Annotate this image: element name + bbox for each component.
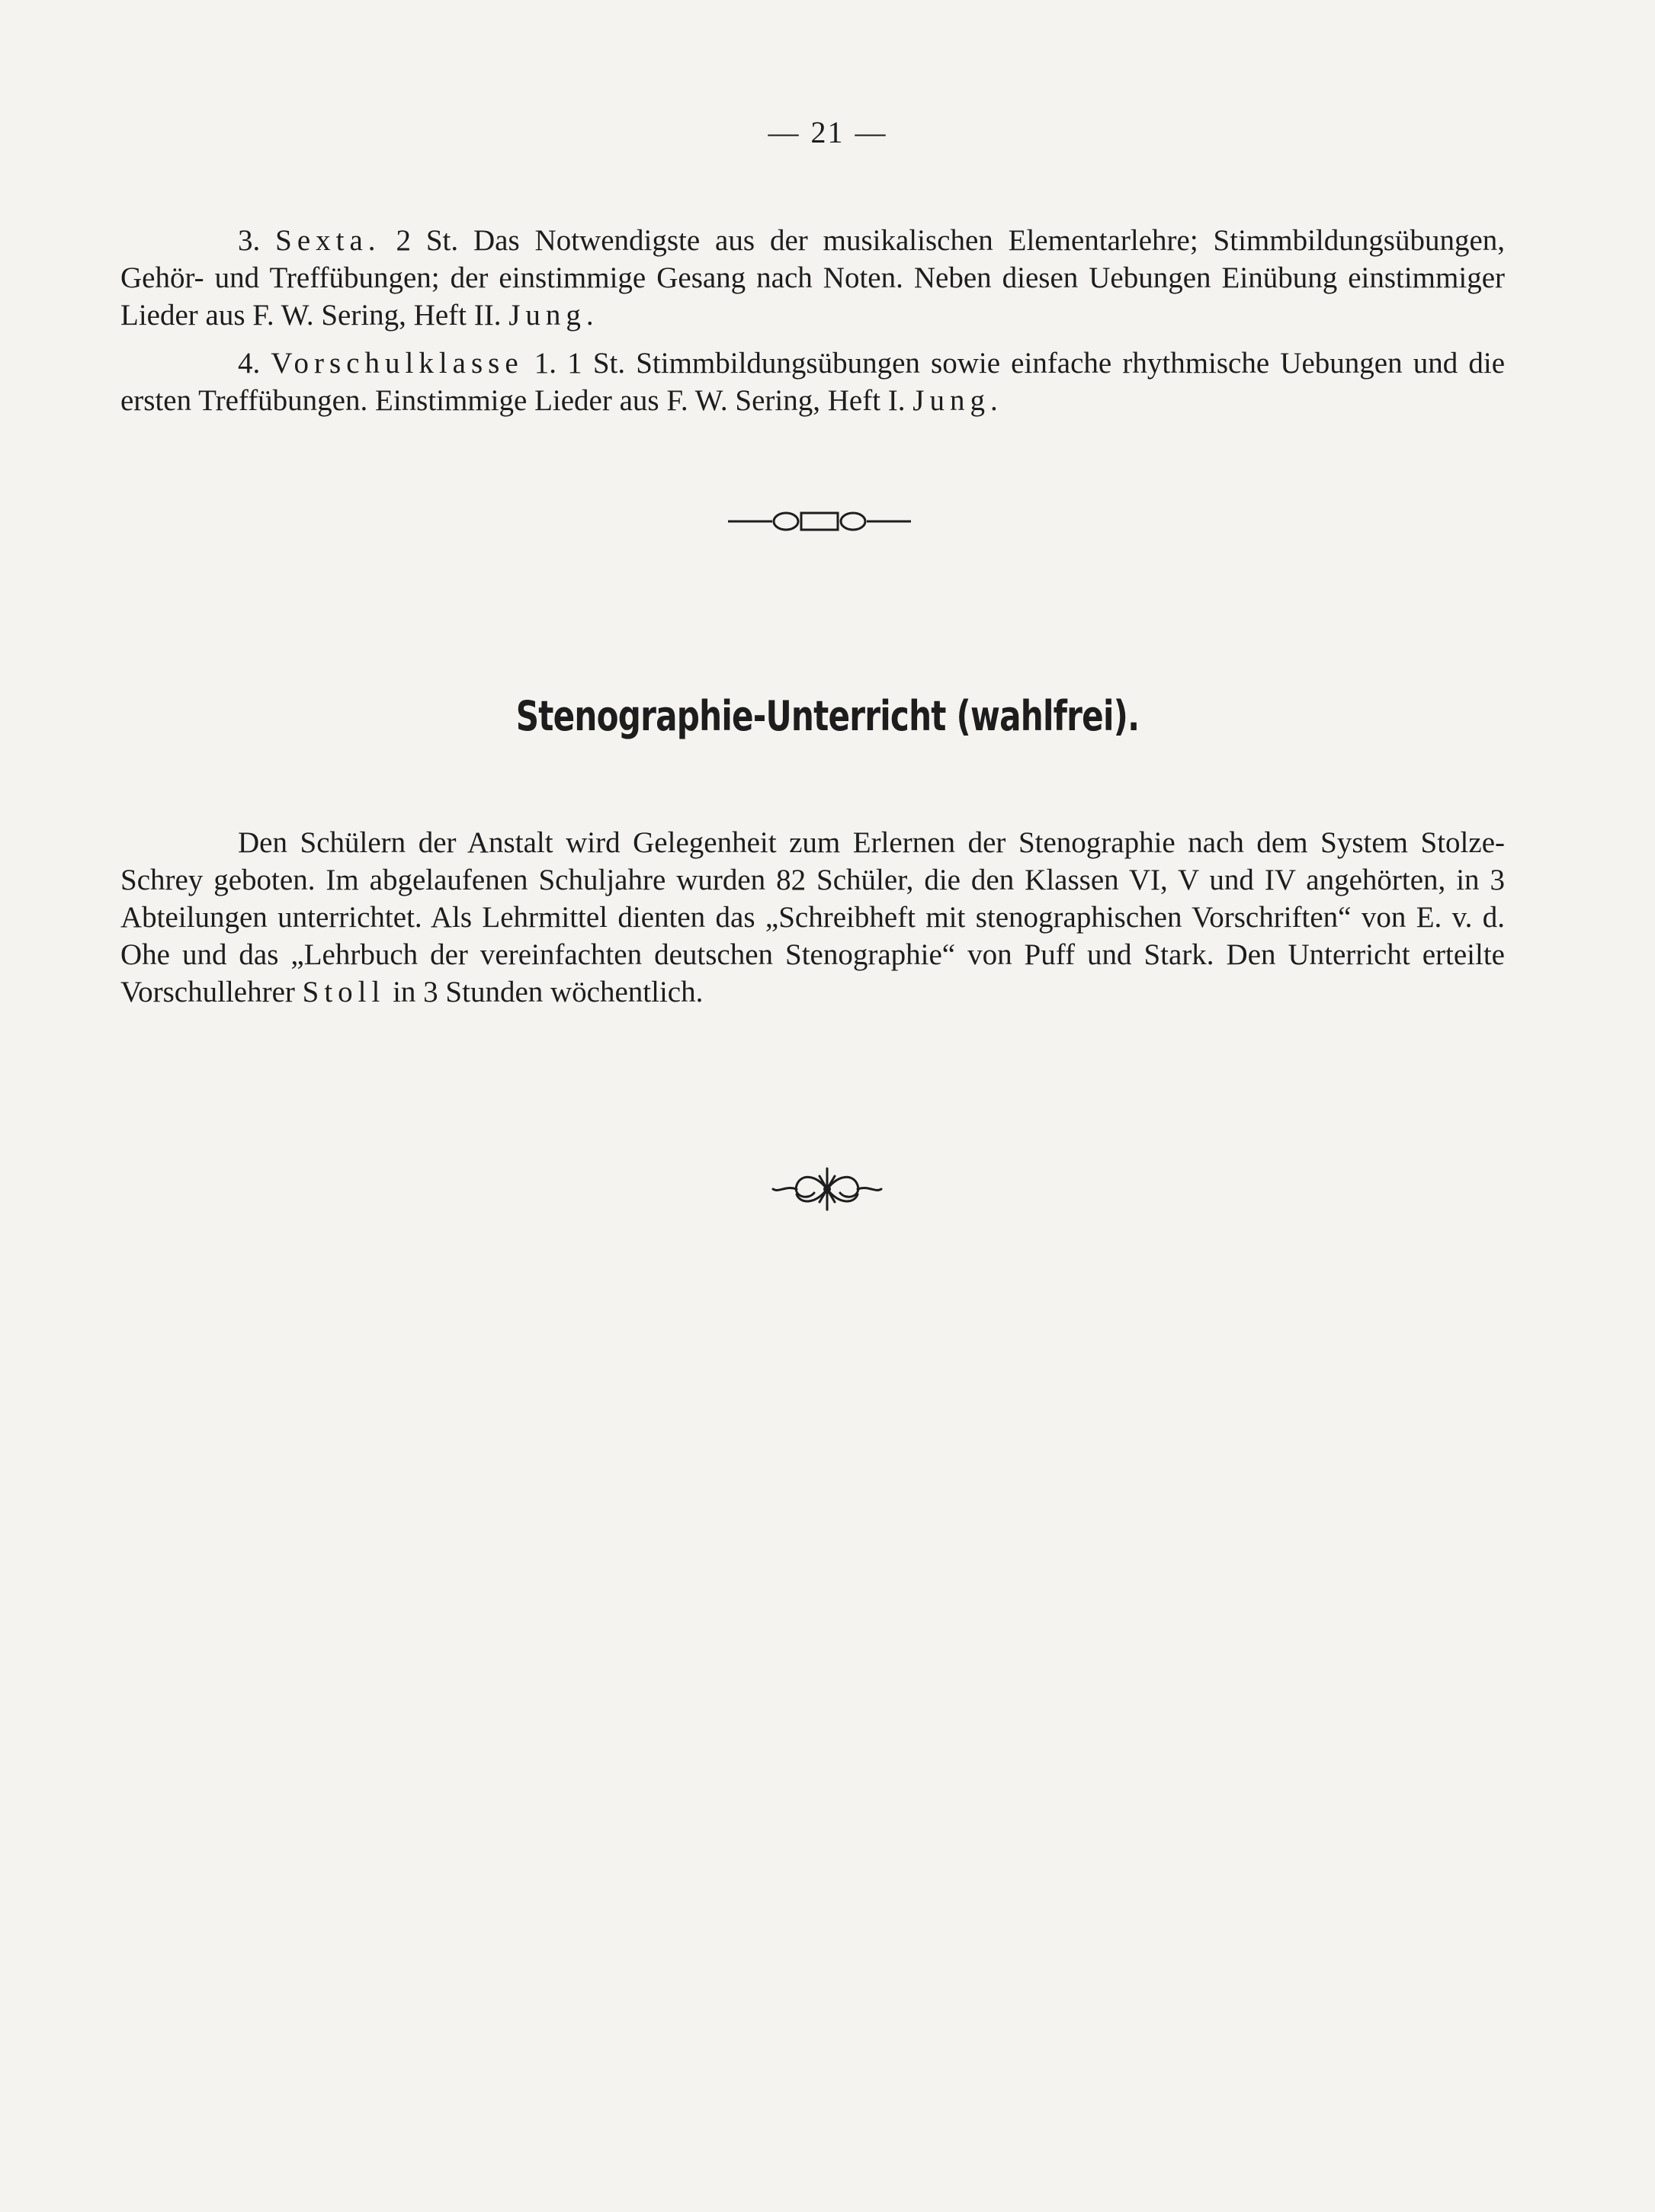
vorschul-text: 1. 1 St. Stimmbildungsübungen sowie einfache rhythmische Uebungen und die ersten Treffübungen. Einstimmige Lieder aus F. W. Sering, Heft I. <box>120 347 1505 417</box>
steno-text-after: in 3 Stunden wöchentlich. <box>393 976 704 1008</box>
vorschul-class-name: Vorschulklasse <box>271 347 524 380</box>
sexta-lead: 3. <box>238 224 261 257</box>
paragraph-sexta <box>120 222 1505 334</box>
steno-teacher: Stoll <box>302 976 386 1008</box>
oval-rectangle-divider-icon <box>728 506 911 537</box>
page-number-value: 21 <box>810 115 845 149</box>
page-number: — 21 — <box>768 115 887 149</box>
paragraph-stenographie <box>120 824 1505 1011</box>
sexta-teacher: Jung. <box>508 299 599 332</box>
vorschul-lead: 4. <box>238 347 261 380</box>
steno-text-before: Den Schülern der Anstalt wird Gelegenheit zum Erlernen der Stenographie nach dem System Stolze-Schrey geboten. Im abgelaufenen Schuljahre wurden 82 Schüler, die den Klassen VI, V und IV angehörten, in 3 Abteilungen unterrichtet. Als Lehrmittel dienten das „Schreibheft mit stenographischen Vorschriften“ von E. v. d. Ohe und das „Lehrbuch der vereinfachten deutschen Stenographie“ von Puff und Stark. Den Unterricht erteilte Vorschullehrer <box>120 826 1505 1008</box>
paragraph-vorschulklasse <box>120 345 1505 419</box>
sexta-class-name: Sexta. <box>275 224 381 257</box>
fleuron-icon <box>770 1162 884 1216</box>
section-heading: Stenographie-Unterricht (wahlfrei). <box>515 692 1140 740</box>
sexta-text: 2 St. Das Notwendigste aus der musikalischen Elementarlehre; Stimmbildungsübungen, Gehör- und Treffübungen; der einstimmige Gesang nach Noten. Neben diesen Uebungen Einübung einstimmiger Lieder aus F. W. Sering, Heft II. <box>120 224 1505 332</box>
vorschul-teacher: Jung. <box>912 384 1003 417</box>
